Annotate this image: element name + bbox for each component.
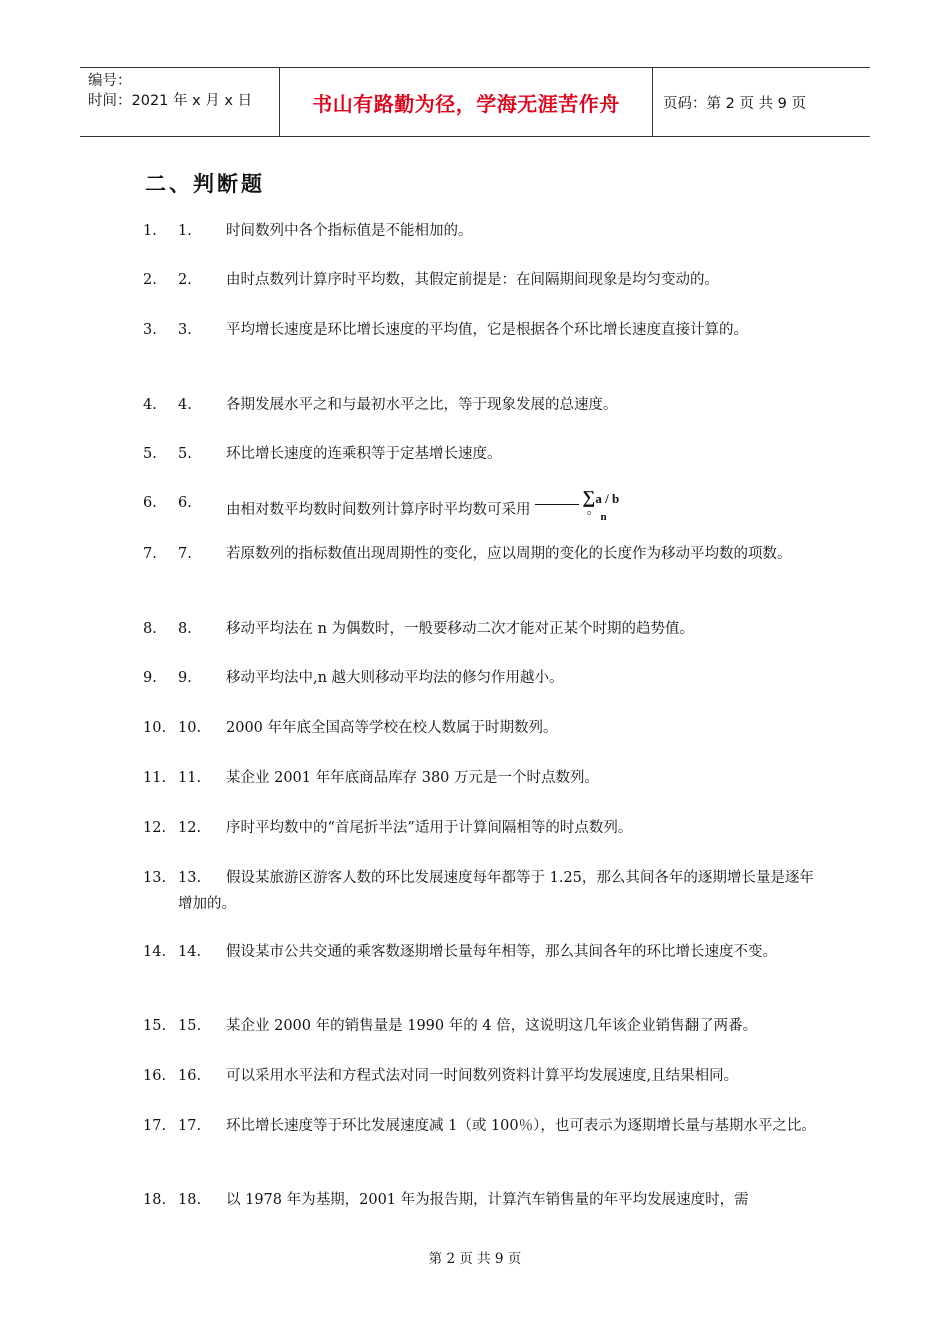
question-text: 时间数列中各个指标值是不能相加的。 [226,223,473,239]
question-item [143,317,823,343]
question-text: 以 1978 年为基期，2001 年为报告期，计算汽车销售量的年平均发展速度时，需 [226,1192,749,1208]
question-subnumber: 15. [178,1018,202,1034]
question-subnumber: 14. [178,944,202,960]
question-item [143,715,823,741]
date-label: 时间：2021 年 x 月 x 日 [88,93,253,109]
question-text: 各期发展水平之和与最初水平之比，等于现象发展的总速度。 [226,397,618,413]
question-number: 17. [143,1118,167,1134]
question-number: 12. [143,820,167,836]
question-item [143,541,823,567]
question-text: 某企业 2001 年年底商品库存 380 万元是一个时点数列。 [226,770,600,786]
question-subnumber: 18. [178,1192,202,1208]
header-page-info [653,68,870,136]
question-text: 假设某市公共交通的乘客数逐期增长量每年相等，那么其间各年的环比增长速度不变。 [226,944,777,960]
question-number: 7. [143,546,157,562]
question-text-with-formula [178,487,823,530]
question-item [143,665,823,691]
question-text: 序时平均数中的“首尾折半法”适用于计算间隔相等的时点数列。 [226,820,633,836]
sigma-symbol: ∑ [582,487,596,507]
header-meta [80,68,280,136]
question-number: 2. [143,272,157,288]
question-text: 2000 年年底全国高等学校在校人数属于时期数列。 [226,720,558,736]
question-text-end: 。 [586,502,601,518]
question-subnumber: 1. [178,223,192,239]
question-item [143,267,823,293]
question-item [143,392,823,418]
question-item [143,1187,823,1213]
question-text: 环比增长速度等于环比发展速度减 1（或 100％），也可表示为逐期增长量与基期水平之比。 [226,1118,816,1134]
question-item [143,815,823,841]
question-text: 移动平均法中,n 越大则移动平均法的修匀作用越小。 [226,670,564,686]
question-subnumber: 16. [178,1068,202,1084]
question-item [143,487,823,530]
question-number: 15. [143,1018,167,1034]
question-number: 11. [143,770,167,786]
formula-numerator-text: a / b [595,491,620,506]
section-title: 二、判断题 [145,172,265,196]
question-item [143,1013,823,1039]
question-item [143,865,823,917]
question-number: 1. [143,223,157,239]
question-number: 4. [143,397,157,413]
question-number: 3. [143,322,157,338]
question-subnumber: 6. [178,495,192,511]
question-number: 8. [143,621,157,637]
question-number: 18. [143,1192,167,1208]
question-subnumber: 7. [178,546,192,562]
question-subnumber: 10. [178,720,202,736]
question-number: 13. [143,870,167,886]
serial-number-label: 编号： [88,73,132,89]
sum-formula [535,487,620,530]
question-subnumber: 17. [178,1118,202,1134]
question-item [143,1113,823,1139]
question-text: 移动平均法在 n 为偶数时，一般要移动二次才能对正某个时期的趋势值。 [226,621,695,637]
question-text: 某企业 2000 年的销售量是 1990 年的 4 倍，这说明这几年该企业销售翻了两番。 [226,1018,758,1034]
question-number: 14. [143,944,167,960]
question-subnumber: 2. [178,272,192,288]
question-text: 若原数列的指标数值出现周期性的变化，应以周期的变化的长度作为移动平均数的项数。 [226,546,792,562]
question-number: 9. [143,670,157,686]
question-text: 平均增长速度是环比增长速度的平均值，它是根据各个环比增长速度直接计算的。 [226,322,748,338]
question-number: 16. [143,1068,167,1084]
motto-text: 书山有路勤为径，学海无涯苦作舟 [312,91,620,116]
question-item [143,218,823,244]
question-item [143,616,823,642]
question-item [143,441,823,467]
question-subnumber: 12. [178,820,202,836]
question-item [143,1063,823,1089]
question-text: 可以采用水平法和方程式法对同一时间数列资料计算平均发展速度,且结果相同。 [226,1068,739,1084]
question-text: 由相对数平均数时间数列计算序时平均数可采用 [226,502,531,518]
question-item [143,765,823,791]
question-item [143,939,823,965]
question-subnumber: 9. [178,670,192,686]
question-subnumber: 3. [178,322,192,338]
question-subnumber: 8. [178,621,192,637]
page-header [80,67,870,137]
page-footer: 第 2 页 共 9 页 [428,1251,522,1267]
header-motto-cell [280,68,653,136]
question-text: 由时点数列计算序时平均数，其假定前提是：在间隔期间现象是均匀变动的。 [226,272,719,288]
question-subnumber: 13. [178,870,202,886]
question-subnumber: 11. [178,770,202,786]
question-number: 10. [143,720,167,736]
question-number: 6. [143,495,157,511]
question-text: 环比增长速度的连乘积等于定基增长速度。 [226,446,502,462]
page-info-text: 页码：第 2 页 共 9 页 [663,95,806,112]
formula-denominator: n [600,511,607,523]
question-subnumber: 5. [178,446,192,462]
question-subnumber: 4. [178,397,192,413]
question-number: 5. [143,446,157,462]
question-text: 假设某旅游区游客人数的环比发展速度每年都等于 1.25，那么其间各年的逐期增长量是逐年增加的。 [178,870,814,912]
